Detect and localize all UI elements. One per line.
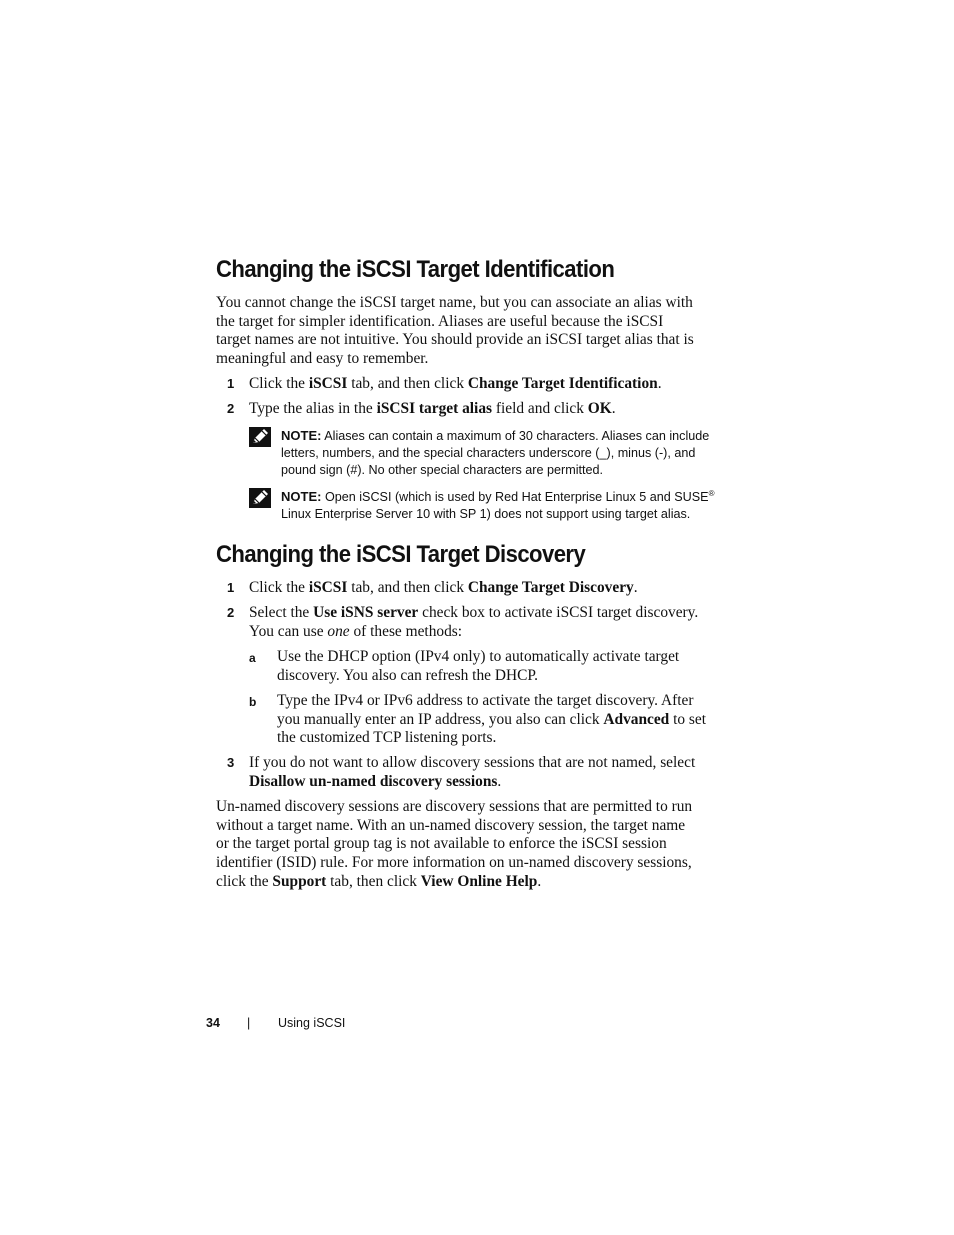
document-page: Changing the iSCSI Target Identification You cannot change the iSCSI target name, but you can associate an alias with the target for simpler identification. Aliases are useful because the iSCSI target names are not intuitive. You should provide an iSCSI target alias that is meaningful and easy to remember. 1 Click the iSCSI tab, and then click Change Target Identification. 2 Type the alias in the iSCSI target alias field and click OK. NOTE: Aliases can contain a maximum of 30 characters. Aliases can include letters, numbers, and the special characters underscore (_), minus (-), and pound sign (#). No other special characters are permitted. NOTE: Open iSCSI (which is used by Red Hat Enterprise Linux 5 and SUSE® Linux Enterprise Server 10 with SP 1) does not support using target alias. Changing the iSCSI Target Discovery 1 Click the iSCSI tab, and then click Change Target Discovery. 2 Select the Use iSNS server check box to activate iSCSI target discovery. You can use one of these methods: a Use the DHCP option (IPv4 only) to automatically activate target discovery. You also can refresh the DHCP. b Type the IPv4 or IPv6 address to activate the target discovery. After you manually enter an IP address, you also can click Advanced to set the customized TCP listening ports. 3 If you do not want to allow discovery sessions that are not named, select Disallow un-named discovery sessions. Un-named discovery sessions are discovery sessions that are permitted to run without a target name. With an un-named discovery session, the target name or the target portal group tag is not available to enforce the iSCSI session identifier (ISID) rule. For more information on un-named discovery sessions, click the Support tab, then click View Online Help. 34 | Using iSCSI — [206, 256, 715, 1030]
footer-chapter-title: Using iSCSI — [278, 1016, 346, 1030]
closing-paragraph: Un-named discovery sessions are discovery sessions that are permitted to run without a target name. With an un-named discovery session, the target name or the target portal group tag is not available to enforce the iSCSI session identifier (ISID) rule. For more information on un-named discovery sessions, click the Support tab, then click View Online Help. — [216, 798, 693, 890]
page-number: 34 — [206, 1016, 220, 1030]
note-pencil-icon — [249, 427, 271, 447]
note-pencil-icon — [249, 488, 271, 508]
heading-change-target-discovery: Changing the iSCSI Target Discovery — [216, 541, 586, 568]
footer-separator: | — [247, 1016, 251, 1030]
heading-change-target-identification: Changing the iSCSI Target Identification — [216, 256, 615, 283]
intro-paragraph: You cannot change the iSCSI target name, but you can associate an alias with the target for simpler identification. Aliases are useful because the iSCSI target names are not intuitive. You should provide an iSCSI target alias that is meaningful and easy to remember. — [216, 294, 694, 368]
